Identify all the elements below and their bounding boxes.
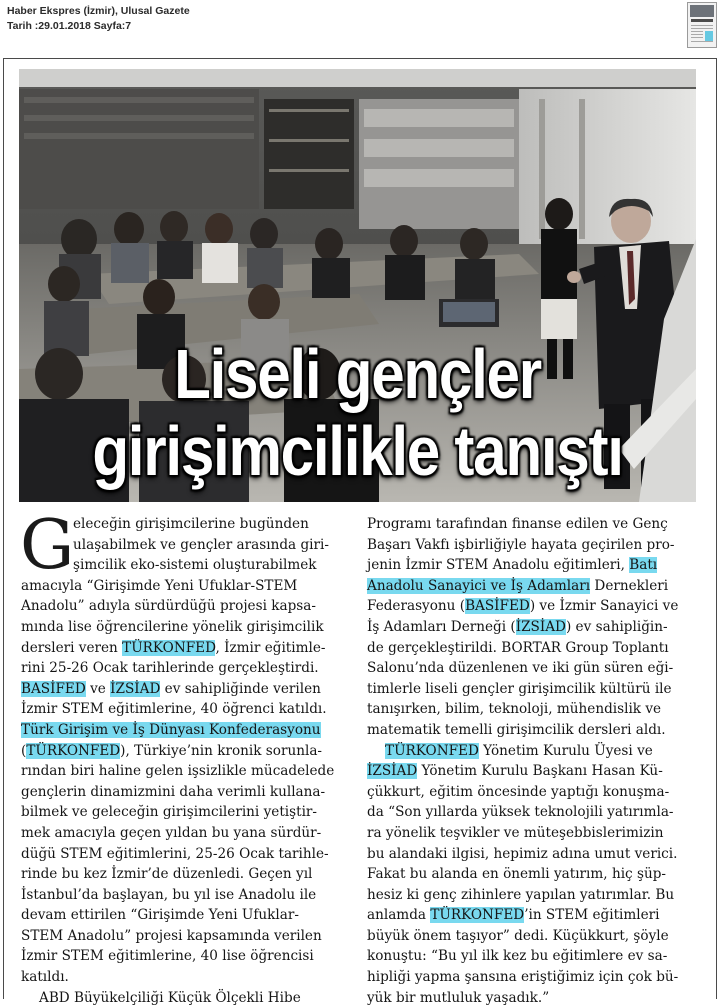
- headline-line-1: Liseli gençler: [174, 335, 541, 413]
- text-line: [367, 905, 696, 926]
- highlight-turk-girisim: Türk Girişim ve İş Dünyası Konfederasyonu: [21, 721, 321, 738]
- text-run: ), Türkiye’nin kronik sorunla-: [120, 742, 323, 759]
- text-run: Dernekleri: [590, 577, 669, 594]
- text-line: İstanbul’da başlayan, bu yıl ise Anadolu ile: [21, 886, 317, 903]
- text-run: ev sahipliğinde verilen: [160, 680, 321, 697]
- text-run: Yönetim Kurulu Başkanı Hasan Kü-: [417, 763, 663, 780]
- text-line: rini 25-26 Ocak tarihlerinde gerçekleştirdi.: [21, 660, 319, 677]
- text-line: ABD Büyükelçiliği Küçük Ölçekli Hibe: [39, 989, 301, 1006]
- text-line: mek amacıyla geçen yıldan bu yana sürdür-: [21, 824, 322, 841]
- text-line: [367, 617, 696, 638]
- highlight-basifed: BASİFED: [21, 680, 86, 697]
- highlight-izsiad: İZSİAD: [367, 763, 418, 780]
- text-line: [367, 741, 696, 762]
- text-line: da “Son yıllarda yüksek teknolojili yatırımla-: [367, 804, 674, 821]
- text-line: [367, 555, 696, 576]
- text-line: mında lise öğrencilerine yönelik girişimcilik: [21, 618, 324, 635]
- highlight-bati-anadolu: Anadolu Sanayici ve İş Adamları: [367, 577, 591, 594]
- text-line: yük bir mutluluk yaşadık.”: [367, 989, 550, 1006]
- text-line: amacıyla “Girişimde Yeni Ufuklar-STEM: [21, 577, 298, 594]
- text-line: [21, 720, 343, 741]
- text-line: [367, 596, 696, 617]
- text-line: gençlerin dinamizmini daha verimli kullana-: [21, 783, 326, 800]
- text-line: [21, 638, 343, 659]
- highlight-turkonfed: TÜRKONFED: [430, 907, 525, 924]
- text-run: , İzmir eğitimle-: [215, 639, 326, 656]
- text-line: [21, 679, 343, 700]
- text-line: [21, 741, 343, 762]
- highlight-turkonfed: TÜRKONFED: [26, 742, 121, 759]
- text-line: eleceğin girişimcilerine bugünden: [73, 516, 309, 532]
- text-run: dersleri veren: [21, 639, 123, 656]
- text-line: katıldı.: [21, 969, 69, 986]
- text-line: de gerçekleştirildi. BORTAR Group Toplantı: [367, 639, 669, 656]
- text-line: Salonu’nda düzenlenen ve iki gün süren eği-: [367, 660, 674, 677]
- text-line: [367, 576, 696, 597]
- text-line: Programı tarafından finanse edilen ve Genç: [367, 516, 668, 532]
- text-line: Başarı Vakfı işbirliğiyle hayata geçirilen pro-: [367, 536, 675, 553]
- text-line: büyük önem taşıyor” dedi. Küçükkurt, şöyle: [367, 927, 669, 944]
- drop-cap: G: [20, 506, 75, 585]
- text-line: tanışırken, bilim, teknoloji, mühendislik ve: [367, 701, 662, 718]
- headline-line-2: girişimcilikle tanıştı: [92, 412, 623, 490]
- text-line: şimcilik eko-sistemi oluşturabilmek: [73, 557, 317, 574]
- highlight-turkonfed: TÜRKONFED: [385, 742, 479, 759]
- text-line: İzmir STEM eğitimlerine, 40 öğrenci katıldı.: [21, 701, 327, 718]
- text-line: rinde bu kez İzmir’de düzenledi. Geçen yıl: [21, 866, 313, 883]
- highlight-izsiad: İZSİAD: [515, 618, 566, 635]
- highlight-basifed: BASİFED: [465, 598, 530, 615]
- text-line: bu alandaki ilgisi, hepimiz adına umut verici.: [367, 845, 678, 862]
- text-run: jenin İzmir STEM Anadolu eğitimleri,: [367, 557, 630, 574]
- text-run: (: [21, 742, 27, 759]
- text-run: ve: [85, 680, 111, 697]
- highlight-turkonfed: TÜRKONFED: [122, 639, 216, 656]
- article-column-1: [20, 506, 343, 1008]
- text-line: hipliği yapma şansına eriştiğimiz için çok bü-: [367, 969, 679, 986]
- highlight-bati-anadolu: Batı: [629, 557, 658, 574]
- text-line: Anadolu” adıyla sürdürdüğü projesi kapsa-: [21, 598, 316, 615]
- text-line: matematik temelli girişimcilik dersleri aldı.: [367, 721, 666, 738]
- text-run: ’in STEM eğitimleri: [524, 907, 660, 924]
- text-run: ) ve İzmir Sanayici ve: [529, 598, 679, 615]
- text-line: [367, 761, 696, 782]
- text-line: İzmir STEM eğitimlerine, 40 lise öğrencisi: [21, 948, 314, 965]
- masthead: [7, 4, 190, 34]
- text-line: Fakat bu alanda en önemli yatırım, hiç şüp-: [367, 866, 667, 883]
- text-line: bilmek ve geleceğin girişimcilerini yetiştir-: [21, 804, 318, 821]
- text-line: düğü STEM eğitimlerini, 25-26 Ocak tarihle-: [21, 845, 329, 862]
- text-line: hesiz ki genç zihinlere yapılan yatırımlar. Bu: [367, 886, 675, 903]
- text-run: Federasyonu (: [367, 598, 466, 615]
- text-line: ulaşabilmek ve gençler arasında giri-: [73, 536, 329, 553]
- text-run: anlamda: [367, 907, 431, 924]
- text-run: Yönetim Kurulu Üyesi ve: [478, 742, 653, 759]
- page-thumbnail[interactable]: [687, 2, 717, 48]
- text-line: konuştu: “Bu yıl ilk kez bu eğitimlere ev sa-: [367, 948, 668, 965]
- text-line: STEM Anadolu” projesi kapsamında verilen: [21, 927, 322, 944]
- text-run: ) ev sahipliğin-: [565, 618, 668, 635]
- text-line: devam ettirilen “Girişimde Yeni Ufuklar-: [21, 907, 299, 924]
- text-run: İş Adamları Derneği (: [367, 618, 516, 635]
- highlight-izsiad: İZSİAD: [110, 680, 161, 697]
- text-line: ra yönelik teşvikler ve müteşebbislerimizin: [367, 824, 664, 841]
- text-line: timlerle liseli gençler girişimcilik kültürü ile: [367, 680, 672, 697]
- date-page: Tarih :29.01.2018 Sayfa:7: [7, 20, 132, 32]
- publication-name: Haber Ekspres (İzmir), Ulusal Gazete: [7, 5, 190, 17]
- text-line: çükkurt, eğitim öncesinde yaptığı konuşma-: [367, 783, 670, 800]
- text-line: rından biri haline gelen işsizlikle mücadelede: [21, 763, 335, 780]
- article-column-2: [367, 514, 696, 1008]
- article-photo: [19, 69, 696, 502]
